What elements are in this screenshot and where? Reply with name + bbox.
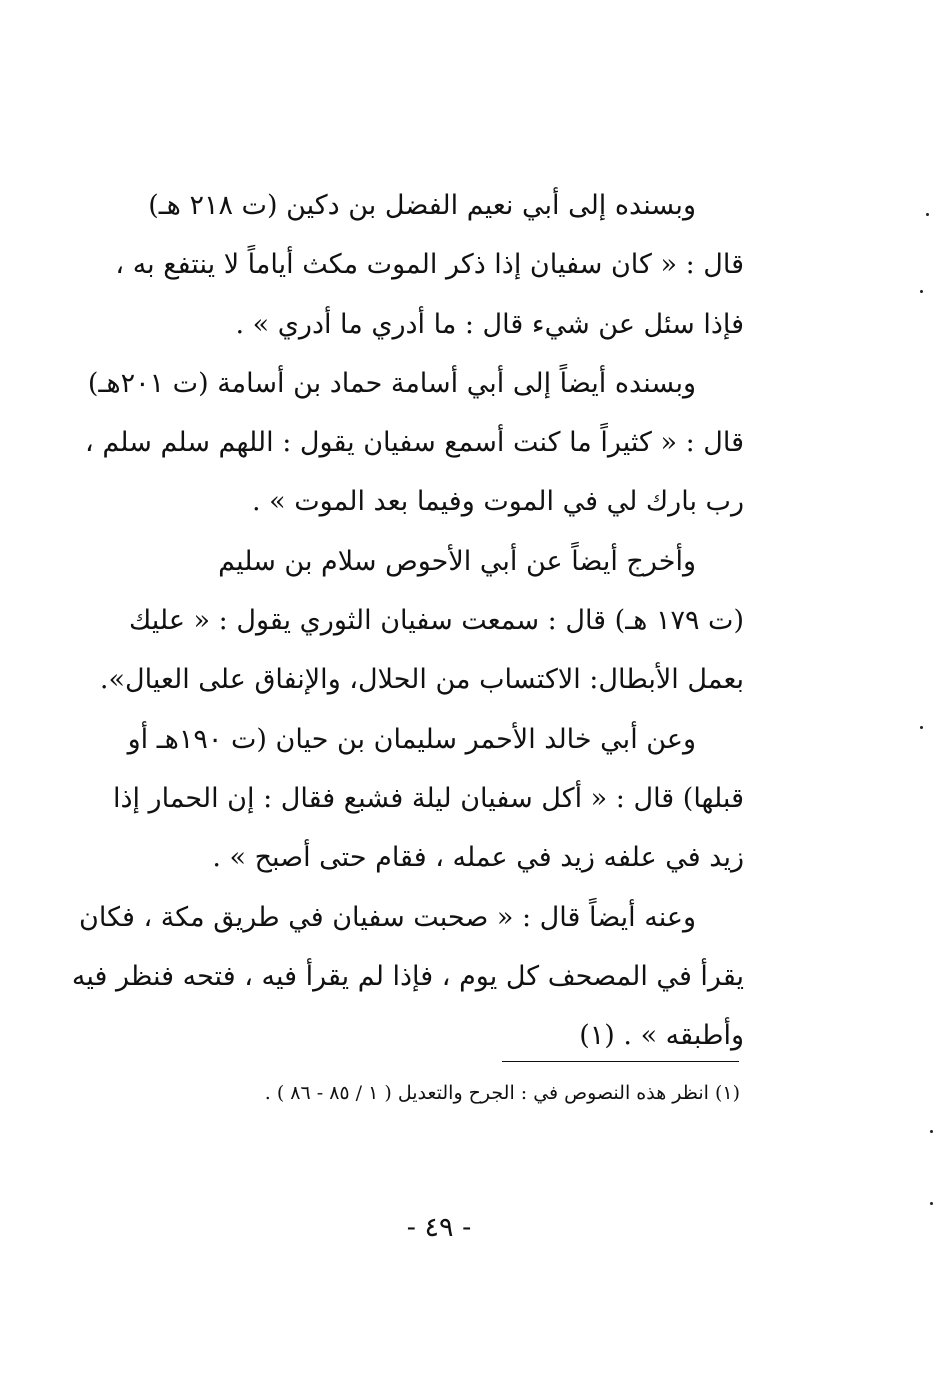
text-line: وبسنده أيضاً إلى أبي أسامة حماد بن أسامة (ت ٢٠١هـ) (87, 367, 696, 399)
text-line: قبلها) قال : « أكل سفيان ليلة فشبع فقال : إن الحمار إذا (112, 782, 744, 814)
text-line: وأطبقه » . (١) (579, 1020, 744, 1052)
text-line: فإذا سئل عن شيء قال : ما أدري ما أدري » . (235, 308, 744, 340)
text-line: وعنه أيضاً قال : « صحبت سفيان في طريق مكة ، فكان (79, 901, 696, 933)
scan-speck (930, 1130, 933, 1133)
text-line: يقرأ في المصحف كل يوم ، فإذا لم يقرأ فيه ، فتحه فنظر فيه (71, 960, 744, 992)
page-number: - ٤٩ - (406, 1212, 472, 1243)
text-line: وبسنده إلى أبي نعيم الفضل بن دكين (ت ٢١٨ هـ) (148, 190, 696, 221)
text-line: زيد في علفه زيد في عمله ، فقام حتى أصبح » . (212, 842, 744, 874)
scan-speck (920, 726, 923, 729)
text-line: بعمل الأبطال: الاكتساب من الحلال، والإنفاق على العيال». (99, 664, 744, 696)
text-line: قال : « كثيراً ما كنت أسمع سفيان يقول : اللهم سلم سلم ، (85, 427, 744, 459)
footnote-divider (502, 1061, 739, 1062)
scan-speck (926, 213, 929, 216)
text-line: قال : « كان سفيان إذا ذكر الموت مكث أياماً لا ينتفع به ، (115, 249, 744, 281)
footnote: (١) انظر هذه النصوص في : الجرح والتعديل ( ١ / ٨٥ - ٨٦ ) . (264, 1082, 740, 1104)
scan-speck (930, 1202, 933, 1205)
text-line: (ت ١٧٩ هـ) قال : سمعت سفيان الثوري يقول : « عليك (129, 605, 744, 637)
main-text (71, 176, 744, 1065)
text-line: رب بارك لي في الموت وفيما بعد الموت » . (251, 486, 744, 518)
text-line: وعن أبي خالد الأحمر سليمان بن حيان (ت ١٩٠هـ أو (127, 723, 696, 755)
scan-speck (920, 290, 923, 293)
text-line: وأخرج أيضاً عن أبي الأحوص سلام بن سليم (218, 545, 696, 577)
